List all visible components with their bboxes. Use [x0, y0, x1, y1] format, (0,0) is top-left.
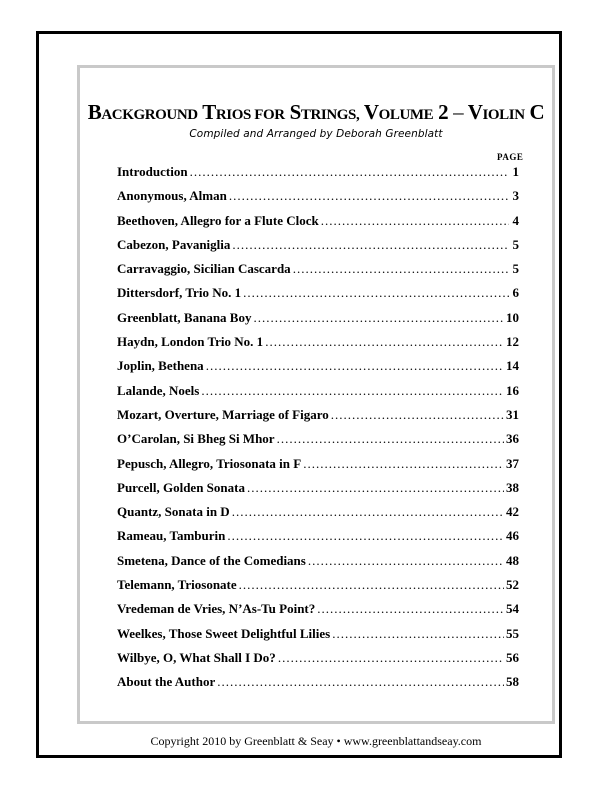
- toc-entry[interactable]: [117, 601, 519, 625]
- toc-entry[interactable]: [117, 285, 519, 309]
- title-cap-3: S: [289, 100, 301, 124]
- toc-entry-page: 55: [506, 625, 519, 641]
- title-cap-5: V: [467, 100, 483, 124]
- toc-entry-page: 5: [512, 261, 519, 277]
- dot-leader: [253, 310, 504, 326]
- toc-entry-title: Cabezon, Pavaniglia: [117, 236, 231, 252]
- dot-leader: [201, 383, 504, 399]
- dot-leader: [303, 456, 504, 472]
- toc-entry-title: Wilbye, O, What Shall I Do?: [117, 649, 276, 665]
- dot-leader: [278, 650, 504, 666]
- toc-entry[interactable]: [117, 577, 519, 601]
- dot-leader: [229, 188, 509, 204]
- toc-entry-title: Weelkes, Those Sweet Delightful Lilies: [117, 625, 331, 641]
- title-word-1: ACKGROUND: [101, 107, 198, 123]
- toc-entry-page: 38: [506, 479, 519, 495]
- toc-entry-page: 12: [506, 334, 519, 350]
- toc-entry-title: Introduction: [117, 164, 188, 179]
- toc-entry-title: Lalande, Noels: [117, 382, 200, 398]
- copyright-footer: Copyright 2010 by Greenblatt & Seay • www.greenblattandseay.com: [150, 734, 482, 748]
- toc-entry-title: Smetena, Dance of the Comedians: [117, 552, 306, 568]
- toc-entry-title: Carravaggio, Sicilian Cascarda: [117, 261, 291, 277]
- toc-entry[interactable]: [117, 383, 519, 407]
- toc-entry[interactable]: [117, 528, 519, 552]
- dot-leader: [293, 261, 509, 277]
- toc-entry[interactable]: [117, 480, 519, 504]
- toc-entry-title: Mozart, Overture, Marriage of Figaro: [117, 406, 329, 422]
- toc-entry[interactable]: [117, 261, 519, 285]
- dot-leader: [265, 334, 504, 350]
- table-of-contents: [117, 164, 519, 699]
- toc-entry-page: 37: [506, 455, 519, 471]
- title-word-5: IOLIN: [482, 107, 525, 123]
- title-word-4: OLUME: [378, 107, 434, 123]
- toc-entry[interactable]: [117, 431, 519, 455]
- toc-entry-title: O’Carolan, Si Bheg Si Mhor: [117, 431, 275, 447]
- toc-entry-page: 58: [506, 674, 519, 690]
- dot-leader: [331, 407, 504, 423]
- toc-entry-title: Beethoven, Allegro for a Flute Clock: [117, 212, 319, 228]
- toc-entry-page: 54: [506, 601, 519, 617]
- title-word-2: RIOS FOR: [215, 107, 285, 123]
- toc-entry-title: Anonymous, Alman: [117, 188, 227, 204]
- toc-entry-page: 16: [506, 382, 519, 398]
- title-word-3: TRINGS,: [300, 107, 360, 123]
- toc-entry-page: 5: [512, 236, 519, 252]
- toc-entry-page: 10: [506, 309, 519, 325]
- toc-entry-page: 14: [506, 358, 519, 374]
- toc-entry[interactable]: [117, 456, 519, 480]
- toc-entry[interactable]: [117, 504, 519, 528]
- toc-entry-title: Vredeman de Vries, N’As-Tu Point?: [117, 601, 316, 617]
- toc-entry[interactable]: [117, 407, 519, 431]
- toc-entry-page: 4: [512, 212, 519, 228]
- toc-entry-title: Dittersdorf, Trio No. 1: [117, 285, 242, 301]
- toc-entry[interactable]: [117, 553, 519, 577]
- title-cap-1: B: [87, 100, 102, 124]
- title-cap-4: V: [363, 100, 379, 124]
- toc-entry-page: 3: [512, 188, 519, 204]
- toc-entry[interactable]: [117, 237, 519, 261]
- dot-leader: [239, 577, 504, 593]
- toc-entry-page: 52: [506, 577, 519, 593]
- dot-leader: [232, 237, 509, 253]
- toc-entry[interactable]: [117, 358, 519, 382]
- toc-entry[interactable]: [117, 626, 519, 650]
- page-column-header: PAGE: [497, 152, 524, 162]
- title-cap-2: T: [202, 100, 216, 124]
- toc-entry-page: 1: [512, 164, 519, 179]
- book-title: [77, 100, 555, 125]
- toc-entry[interactable]: [117, 674, 519, 698]
- dot-leader: [308, 553, 504, 569]
- dot-leader: [332, 626, 504, 642]
- dot-leader: [217, 674, 504, 690]
- toc-entry-title: Haydn, London Trio No. 1: [117, 334, 264, 350]
- toc-entry[interactable]: [117, 188, 519, 212]
- dot-leader: [243, 285, 509, 301]
- toc-entry-title: Pepusch, Allegro, Triosonata in F: [117, 455, 302, 471]
- title-volume-number: 2: [438, 100, 449, 124]
- dot-leader: [232, 504, 504, 520]
- toc-entry-title: Rameau, Tamburin: [117, 528, 226, 544]
- toc-entry-title: Greenblatt, Banana Boy: [117, 309, 252, 325]
- dot-leader: [206, 358, 504, 374]
- toc-entry-page: 48: [506, 552, 519, 568]
- dot-leader: [190, 164, 509, 180]
- toc-entry-title: Joplin, Bethena: [117, 358, 204, 374]
- dot-leader: [317, 601, 504, 617]
- toc-entry[interactable]: [117, 164, 519, 188]
- dot-leader: [227, 528, 504, 544]
- toc-entry-title: Purcell, Golden Sonata: [117, 479, 245, 495]
- toc-entry[interactable]: [117, 650, 519, 674]
- toc-entry[interactable]: [117, 213, 519, 237]
- dot-leader: [277, 431, 504, 447]
- toc-entry-page: 46: [506, 528, 519, 544]
- toc-entry[interactable]: [117, 310, 519, 334]
- dot-leader: [247, 480, 504, 496]
- dot-leader: [321, 213, 509, 229]
- subtitle: Compiled and Arranged by Deborah Greenblatt: [189, 128, 443, 140]
- toc-entry-title: Telemann, Triosonate: [117, 577, 237, 593]
- title-part: C: [529, 100, 545, 124]
- toc-entry-page: 31: [506, 406, 519, 422]
- toc-entry[interactable]: [117, 334, 519, 358]
- toc-entry-title: About the Author: [117, 674, 216, 690]
- toc-entry-title: Quantz, Sonata in D: [117, 504, 230, 520]
- toc-entry-page: 6: [512, 285, 519, 301]
- title-dash: –: [453, 100, 464, 124]
- toc-entry-page: 56: [506, 649, 519, 665]
- toc-entry-page: 42: [506, 504, 519, 520]
- toc-entry-page: 36: [506, 431, 519, 447]
